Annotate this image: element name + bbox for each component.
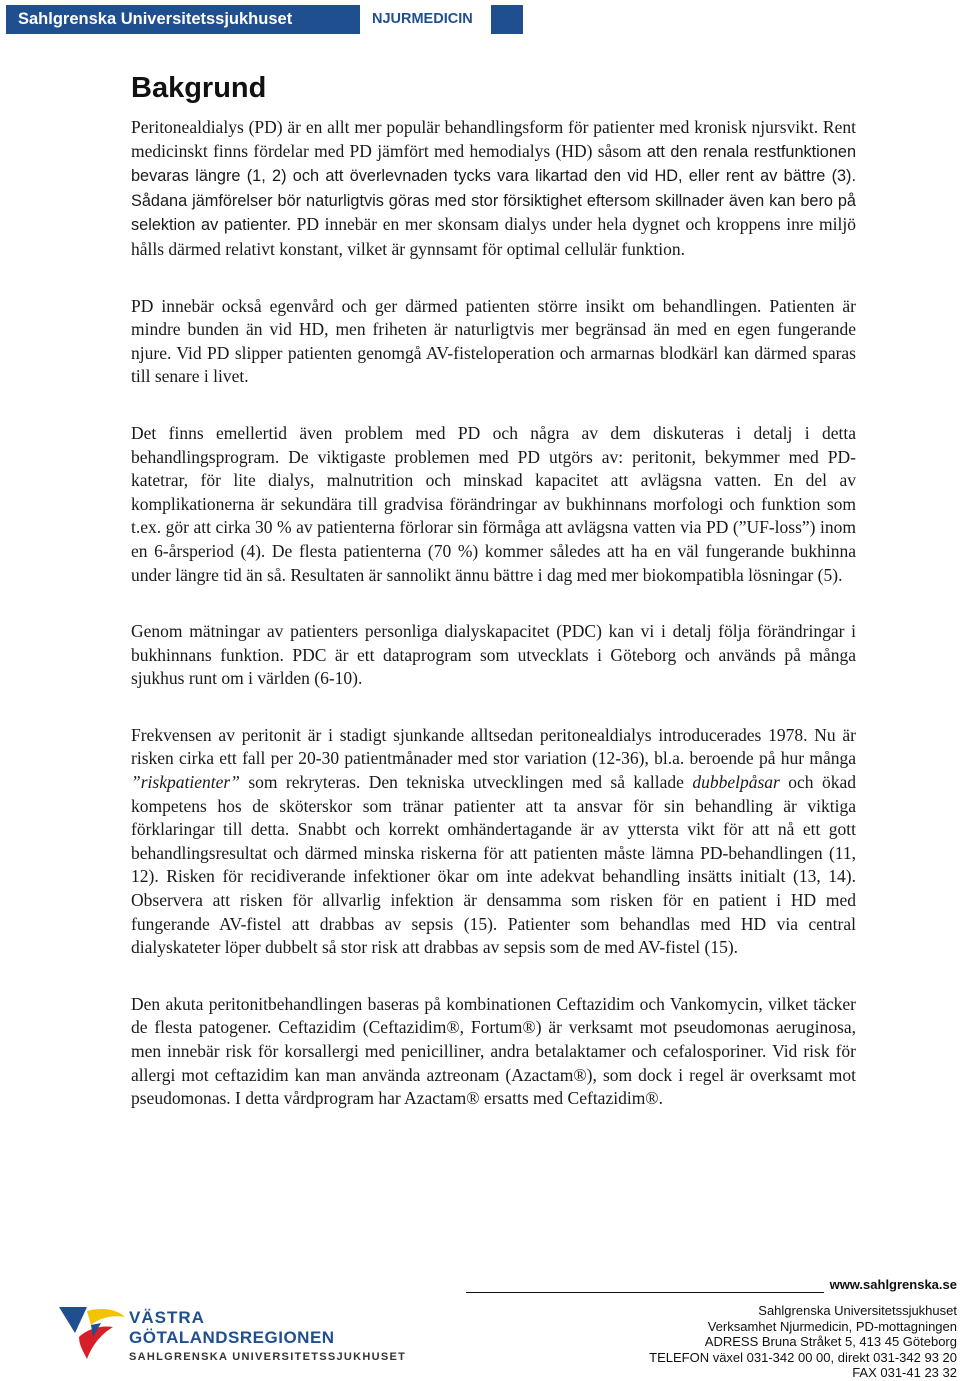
paragraph-4: Genom mätningar av patienters personliga dialyskapacitet (PDC) kan vi i detalj följa förändringar i bukhinnans funktion. PDC är ett dataprogram som utvecklats i Göteborg och används på många sjukhus runt om i världen (6-10). (131, 621, 856, 689)
document-body (131, 116, 856, 1144)
paragraph-3: Det finns emellertid även problem med PD och några av dem diskuteras i detalj i detta behandlingsprogram. De viktigaste problemen med PD utgörs av: peritonit, bekymmer med PD-katetrar, för lite dialys, malnutrition och minskad kapacitet att avlägsna vatten. En del av komplikationerna är sekundära till gradvisa förändringar av bukhinnans morfologi och funktion som t.ex. gör att cirka 30 % av patienterna förlorar sin förmåga att avlägsna vatten via PD (”UF-loss”) inom en 6-årsperiod (4). De flesta patienterna (70 %) kommer således att ha en väl fungerande bukhinna under längre tid än så. Resultaten är sannolikt ännu bättre i dag med mer biokompatibla lösningar (5). (131, 422, 856, 585)
footer-org: Sahlgrenska Universitetssjukhuset (758, 1303, 957, 1318)
paragraph-5-em-riskpatienter: ”riskpatienter” (131, 772, 240, 793)
footer-contact (649, 1303, 957, 1381)
footer-unit: Verksamhet Njurmedicin, PD-mottagningen (707, 1318, 957, 1334)
paragraph-5-em-dubbelpasar: dubbelpåsar (692, 772, 780, 793)
paragraph-5-c: och ökad kompetens hos de sköterskor som tränar patienter att ta ansvar för sin behandling är viktiga förklaringar till detta. Snabbt och korrekt omhändertagande är av yttersta vikt för att nå ett gott behandlingsresultat och därmed minska riskerna för att patienten måste lämna PD-behandlingen (11, 12). Risken för recidiverande infektioner ökar om inte adekvat behandling insätts initialt (13, 14). Observera att risken för allvarlig infektion är densamma som risken för en patient i HD med fungerande AV-fistel att drabbas av sepsis (15). Patienter som behandlas med HD via central dialyskateter löper dubbelt så stor risk att drabbas av sepsis som de med AV-fistel (15). (131, 772, 856, 958)
paragraph-5-b: som rekryteras. Den tekniska utvecklingen med så kallade (239, 772, 693, 793)
header-title: Sahlgrenska Universitetssjukhuset (6, 5, 360, 34)
logo-text-sahlgrenska: SAHLGRENSKA UNIVERSITETSSJUKHUSET (129, 1351, 407, 1363)
footer-divider (466, 1292, 824, 1293)
footer-phone: TELEFON växel 031-342 00 00, direkt 031-342 93 20 (649, 1349, 957, 1365)
paragraph-1 (131, 116, 856, 262)
paragraph-5 (131, 724, 856, 960)
vgr-logo (57, 1303, 407, 1365)
paragraph-2: PD innebär också egenvård och ger därmed patienten större insikt om behandlingen. Patienten är mindre bunden än vid HD, men friheten är naturligtvis mer begränsad än med en egen fungerande njure. Vid PD slipper patienten genomgå AV-fisteloperation och armarnas blodkärl kan därmed sparas till senare i livet. (131, 295, 856, 387)
footer-url[interactable]: www.sahlgrenska.se (829, 1277, 957, 1292)
paragraph-1-serif-b: PD innebär en mer skonsam dialys under hela dygnet och kroppens inre miljö hålls därmed relativt konstant, vilket är gynnsamt för optimal cellulär funktion. (131, 214, 856, 259)
paragraph-5-a: Frekvensen av peritonit är i stadigt sjunkande alltsedan peritonealdialys introducerades 1978. Nu är risken cirka ett fall per 20-30 patientmånader med stor variation (12-36), bl.a. beroende på hur många (131, 724, 856, 769)
page-title: Bakgrund (131, 72, 267, 104)
footer-fax: FAX 031-41 23 32 (852, 1365, 957, 1381)
vgr-logo-mark-icon (57, 1303, 127, 1365)
paragraph-6: Den akuta peritonitbehandlingen baseras på kombinationen Ceftazidim och Vankomycin, vilket täcker de flesta patogener. Ceftazidim (Ceftazidim®, Fortum®) är verksamt mot pseudomonas aeruginosa, men innebär risk för korsallergi med penicilliner, andra betalaktamer och cefalosporiner. Vid risk för allergi mot ceftazidim kan man använda aztreonam (Azactam®), som dock i regel är overksamt mot pseudomonas. I detta vårdprogram har Azactam® ersatts med Ceftazidim®. (131, 993, 856, 1109)
header-accent-block (491, 5, 523, 34)
logo-text-vastra: VÄSTRA (129, 1308, 205, 1327)
paragraph-1-sans: att den renala restfunktionen bevaras längre (1, 2) och att överlevnaden tycks vara likartad den vid HD, eller rent av bättre (3). Sådana jämförelser bör naturligtvis göras med stor försiktighet eftersom skillnader även kan bero på selektion av patienter. (131, 142, 856, 235)
logo-text-gotalandsregionen: GÖTALANDSREGIONEN (129, 1328, 335, 1347)
header-department: NJURMEDICIN (362, 5, 490, 34)
footer-address: ADRESS Bruna Stråket 5, 413 45 Göteborg (704, 1334, 957, 1350)
paragraph-1-serif-a: Peritonealdialys (PD) är en allt mer populär behandlingsform för patienter med kronisk njursvikt. Rent medicinskt finns fördelar med PD jämfört med hemodialys (HD) såsom (131, 117, 856, 161)
